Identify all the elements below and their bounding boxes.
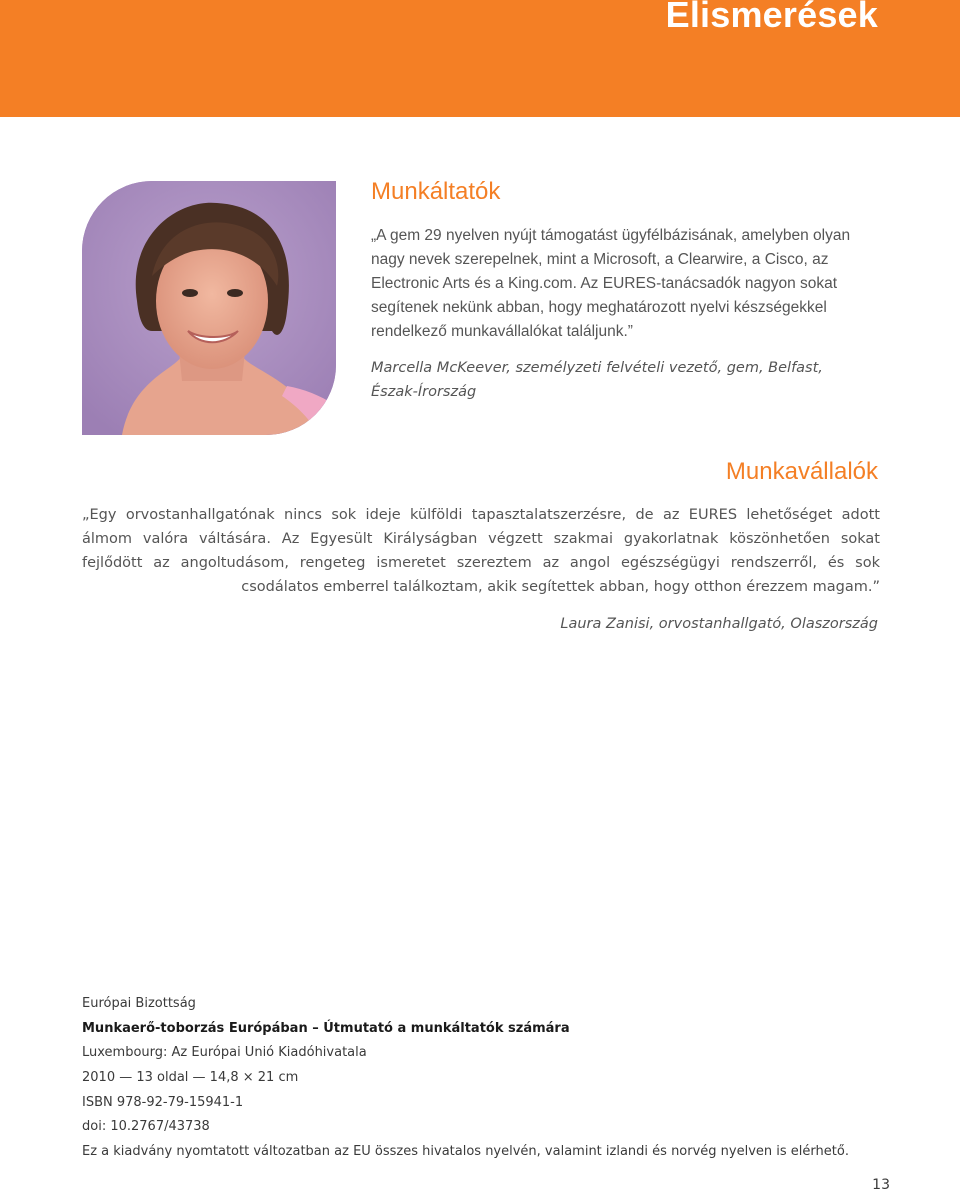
imprint-details: 2010 — 13 oldal — 14,8 × 21 cm [82,1070,299,1086]
employer-quote: „A gem 29 nyelven nyújt támogatást ügyfélbázisának, amelyben olyan nagy nevek szerepelnek, mint a Microsoft, a Clearwire, a Cisco, az Electronic Arts és a King.com. Az EURES-tanácsadók nagyon sokat segítenek nekünk abban, hogy meghatározott nyelvi készségekkel rendelkező munkavállalókat találjunk.” [371,227,851,340]
portrait-photo [82,181,336,435]
page-title: Elismerések [665,0,878,35]
employer-attribution: Marcella McKeever, személyzeti felvételi vezető, gem, Belfast, Észak-Írország [371,360,823,400]
imprint-publisher: Európai Bizottság [82,996,196,1011]
imprint-title: Munkaerő-toborzás Európában – Útmutató a munkáltatók számára [82,1020,570,1036]
page-number: 13 [872,1177,890,1193]
imprint-note: Ez a kiadvány nyomtatott változatban az EU összes hivatalos nyelvén, valamint izlandi és norvég nyelven is elérhető. [82,1144,849,1160]
header-band [0,0,960,117]
imprint-doi: doi: 10.2767/43738 [82,1119,210,1135]
employer-section-heading: Munkáltatók [371,178,501,205]
publication-imprint [82,992,882,1165]
employee-quote: „Egy orvostanhallgatónak nincs sok ideje külföldi tapasztalatszerzésre, de az EURES lehetőséget adott álmom valóra váltására. Az Egyesült Királyságban végzett szakmai gyakorlatnak köszönhetően sokat fejlődött az angoltudásom, rengeteg ismeretet szereztem az angol egészségügyi rendszerről, és sok csodálatos emberrel találkoztam, akik segítettek abban, hogy otthon érezzem magam.” [82,507,880,595]
imprint-place: Luxembourg: Az Európai Unió Kiadóhivatala [82,1045,367,1061]
imprint-isbn: ISBN 978-92-79-15941-1 [82,1094,244,1110]
employee-section-heading: Munkavállalók [725,458,878,485]
employee-attribution: Laura Zanisi, orvostanhallgató, Olaszország [560,616,878,632]
